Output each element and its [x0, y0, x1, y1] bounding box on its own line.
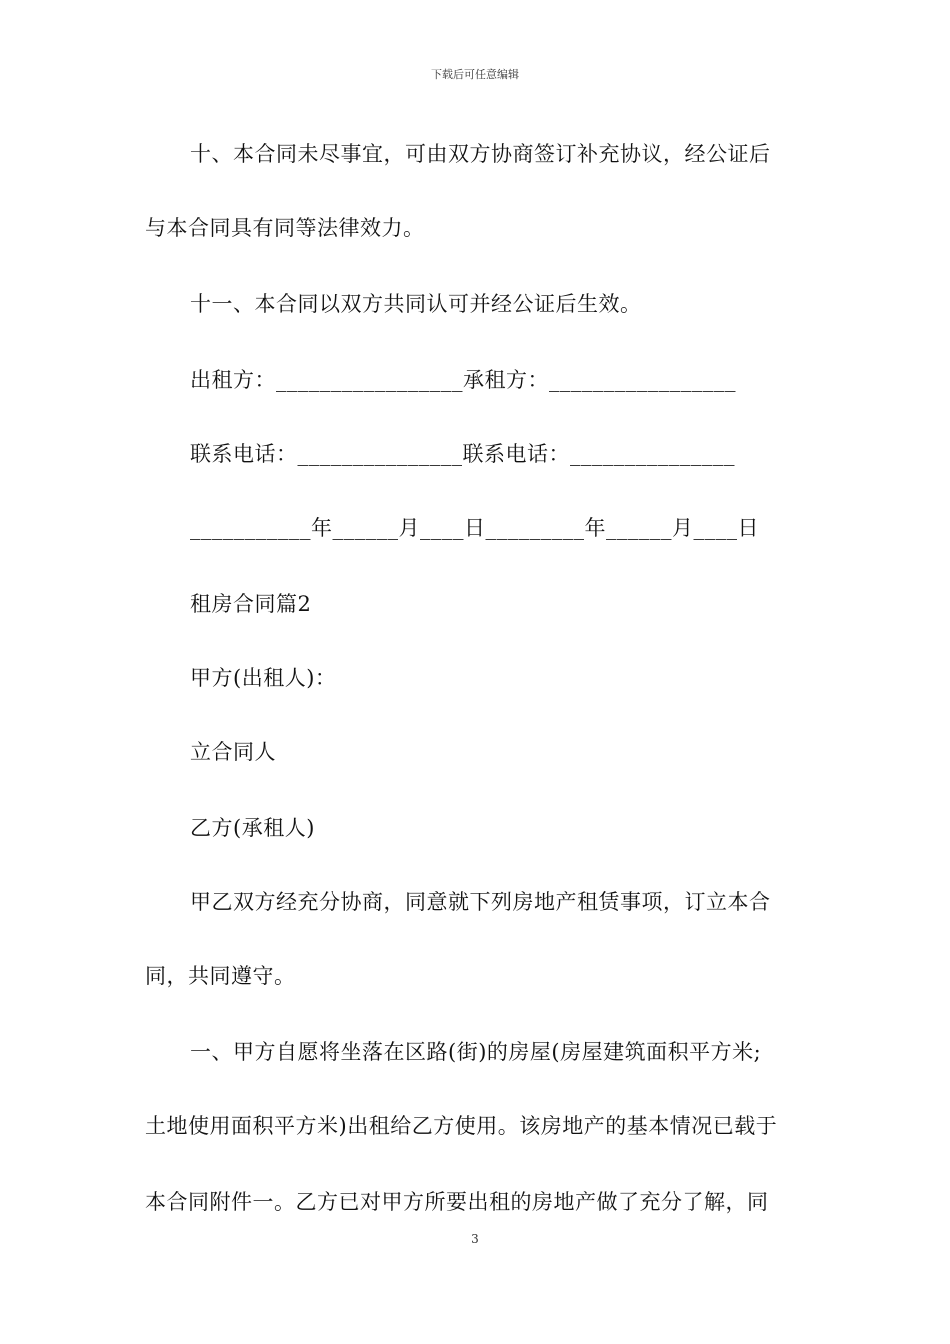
clause-11: 十一、本合同以双方共同认可并经公证后生效。 [190, 292, 642, 316]
clause-10-line-2: 与本合同具有同等法律效力。 [145, 216, 425, 240]
clause-1-line-1: 一、甲方自愿将坐落在区路(街)的房屋(房屋建筑面积平方米; [190, 1040, 762, 1064]
preamble-line-1: 甲乙双方经充分协商，同意就下列房地产租赁事项，订立本合 [190, 890, 771, 914]
clause-1-line-3: 本合同附件一。乙方已对甲方所要出租的房地产做了充分了解，同 [145, 1190, 769, 1214]
party-b-label: 乙方(承租人) [190, 816, 315, 840]
clause-10-line-1: 十、本合同未尽事宜，可由双方协商签订补充协议，经公证后 [190, 142, 771, 166]
section-title-contract-2: 租房合同篇2 [190, 592, 312, 616]
contract-parties-label: 立合同人 [190, 740, 276, 764]
page-header: 下载后可任意编辑 [431, 68, 519, 81]
signature-parties-line: 出租方：_________________承租方：_________________ [190, 368, 736, 392]
party-a-label: 甲方(出租人)： [190, 666, 337, 690]
clause-1-line-2: 土地使用面积平方米)出租给乙方使用。该房地产的基本情况已载于 [145, 1114, 778, 1138]
page-number: 3 [471, 1232, 479, 1246]
contact-phone-line: 联系电话：_______________联系电话：_______________ [190, 442, 735, 466]
preamble-line-2: 同，共同遵守。 [145, 964, 296, 988]
date-line: ___________年______月____日_________年______月____日 [190, 516, 759, 540]
